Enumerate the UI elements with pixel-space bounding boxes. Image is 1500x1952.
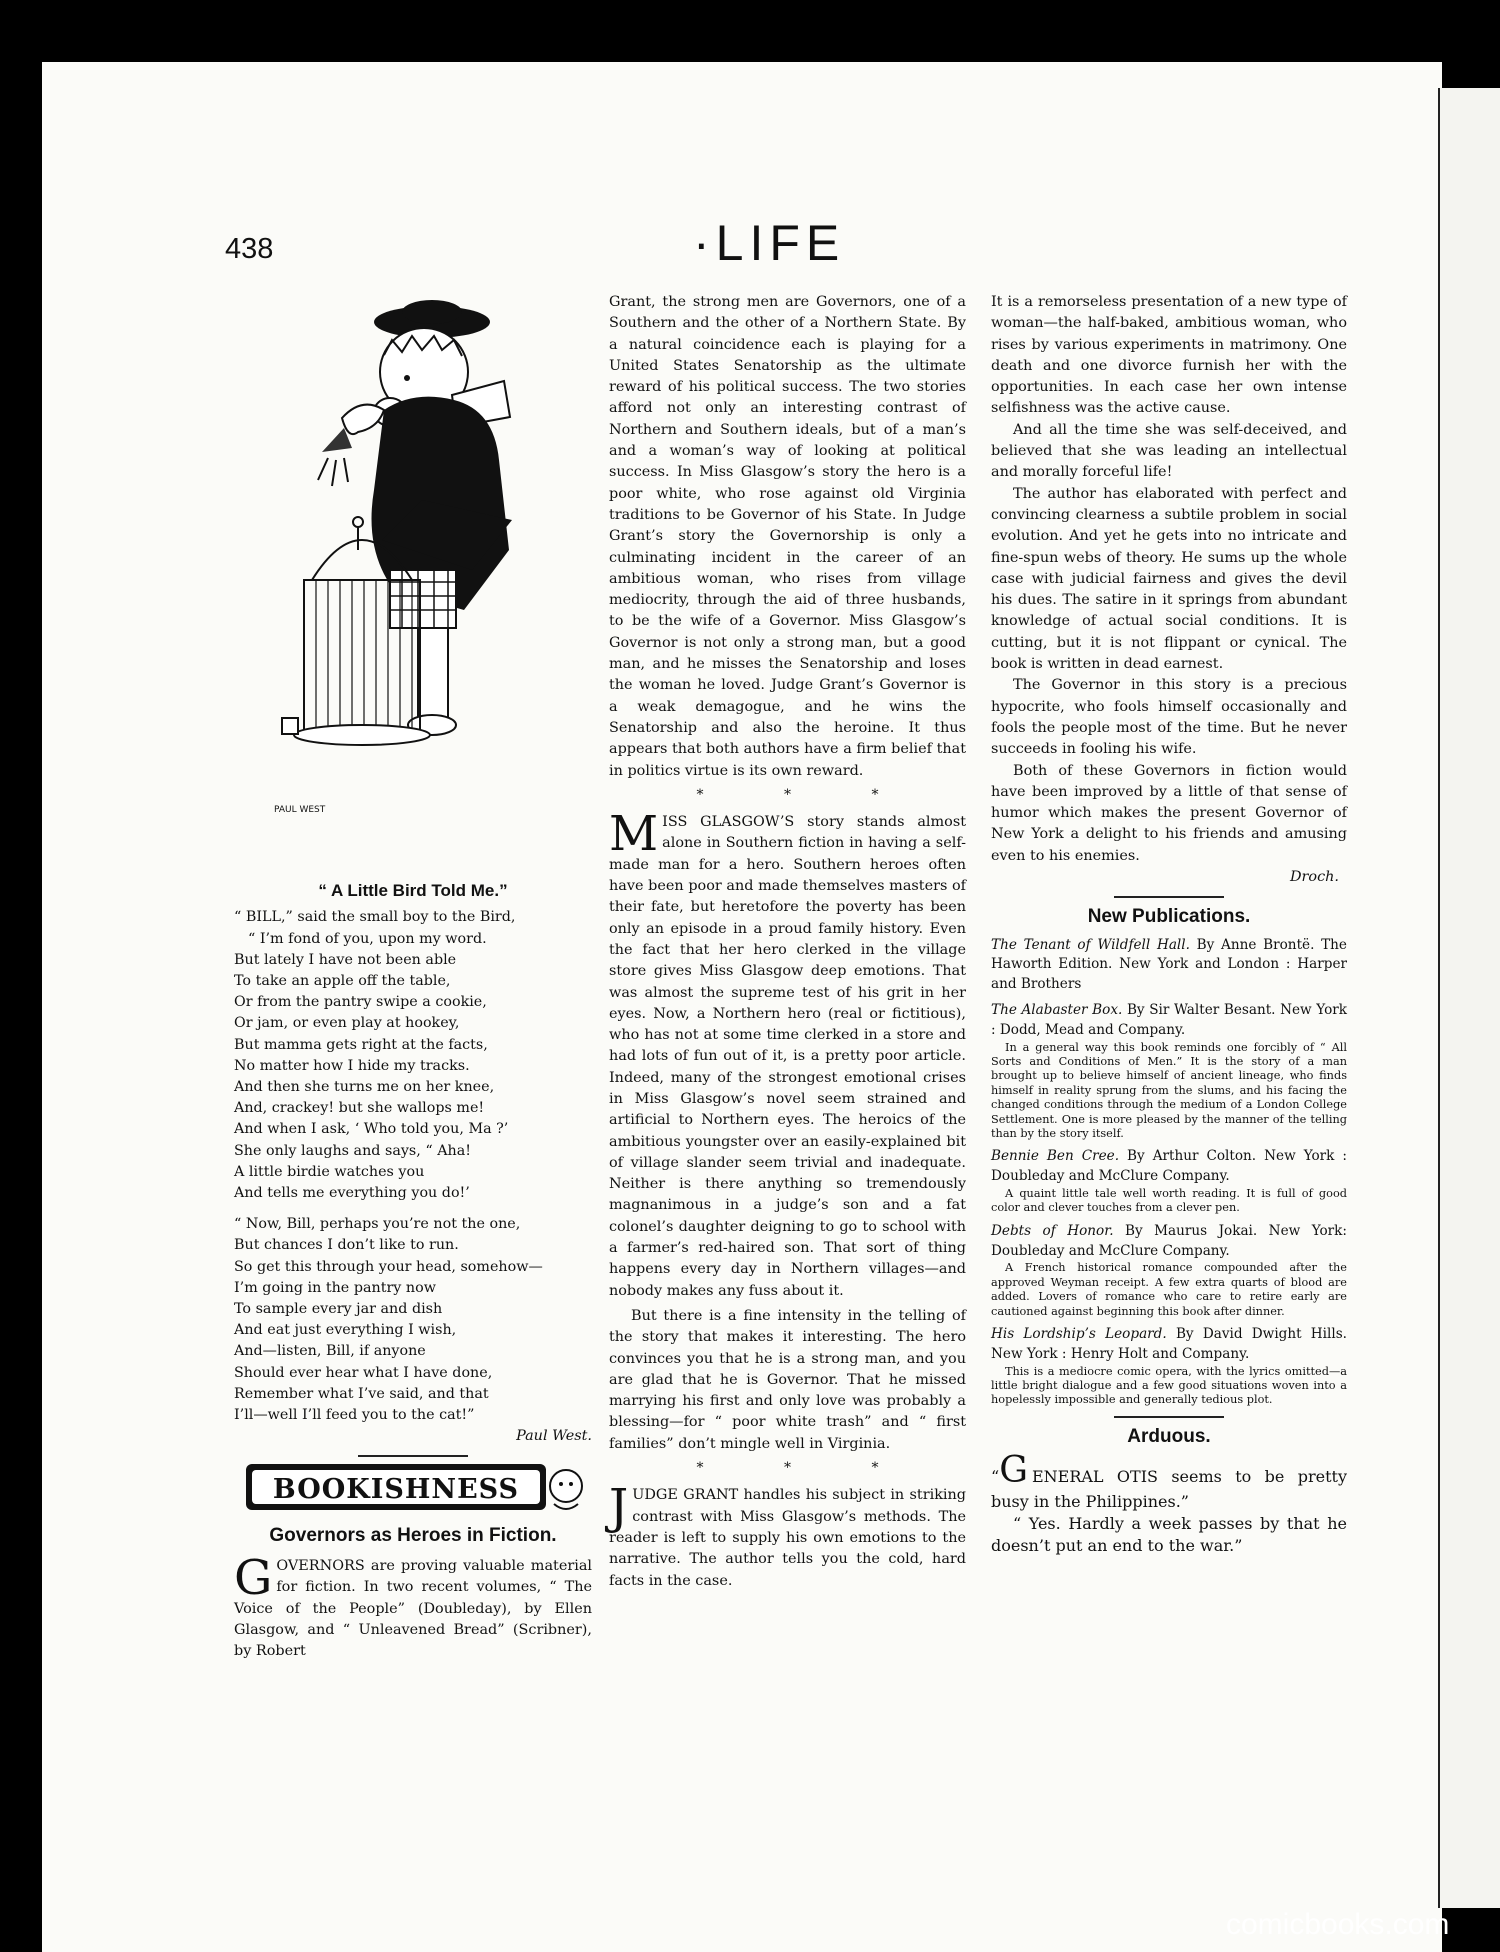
poem-line: But lately I have not been able bbox=[234, 951, 457, 968]
drop-cap: G bbox=[999, 1450, 1028, 1492]
poem-stanza-2 bbox=[234, 1214, 592, 1426]
poem-line: And, crackey! but she wallops me! bbox=[234, 1100, 485, 1117]
column-1 bbox=[234, 880, 592, 1465]
article-paragraph: Grant, the strong men are Governors, one of a Southern and the other of a Northern State. By a natural coincidence each is playing for a United States Senatorship as the ultimate reward of his political success. The two stories afford not only an interesting contrast of Northern and Southern ideals, but of a man’s and a woman’s way of looking at political success. In Miss Glasgow’s story the hero is a poor white, who rose against old Virginia traditions to be Governor of his State. In Judge Grant’s story the Governorship is only a culminating incident in the career of an ambitious woman, who rises from village mediocrity, through the aid of three husbands, to be the wife of a Governor. Miss Glasgow’s Governor is not only a strong man, but a good man, and he misses the Senatorship and loses the woman he loved. Judge Grant’s Governor is a weak demagogue, and he wins the Senatorship and also the heroine. It thus appears that both authors have a firm belief that in politics virtue is its own reward. bbox=[609, 294, 966, 779]
arduous-title: Arduous. bbox=[1127, 1425, 1211, 1447]
drop-cap: M bbox=[609, 806, 659, 863]
poem-line: “ BILL,” said the small boy to the Bird, bbox=[234, 909, 516, 926]
page-number: 438 bbox=[225, 233, 274, 265]
poem-line: I’ll—well I’ll feed you to the cat!” bbox=[234, 1406, 475, 1423]
poem-line: And then she turns me on her knee, bbox=[234, 1078, 495, 1095]
arduous-paragraph: “ Yes. Hardly a week passes by that he doesn’t put an end to the war.” bbox=[991, 1514, 1347, 1556]
article-paragraph: JUDGE GRANT handles his subject in striking contrast with Miss Glasgow’s methods. The reader is left to supply his own emotions to the narrative. The author tells you the cold, hard facts in the case. bbox=[609, 1479, 966, 1589]
divider bbox=[1114, 1416, 1224, 1418]
publication-note: A quaint little tale well worth reading. It is full of good color and clever touches from a clever pen. bbox=[991, 1187, 1347, 1215]
poem-line: And eat just everything I wish, bbox=[234, 1322, 457, 1339]
article-paragraph: It is a remorseless presentation of a new type of woman—the half-baked, ambitious woman, who rises by various experiments in matrimony. One death and one divorce furnish her with the opportunities. In each case her own intense selfishness was the active cause. bbox=[991, 294, 1347, 417]
publication-item bbox=[991, 936, 1347, 995]
poem-line: Or from the pantry swipe a cookie, bbox=[234, 994, 487, 1011]
poem-line: Remember what I’ve said, and that bbox=[234, 1385, 489, 1402]
article-paragraph: And all the time she was self-deceived, and believed that she was leading an intellectual and morally forceful life! bbox=[991, 421, 1347, 481]
publication-details: By Arthur Colton. New York : Doubleday and McClure Company. bbox=[991, 1148, 1347, 1185]
publication-title: The Alabaster Box. bbox=[991, 1002, 1123, 1018]
article-author: Droch. bbox=[1290, 869, 1339, 886]
illustration-signature: PAUL WEST bbox=[274, 805, 326, 815]
publication-details: By Maurus Jokai. New York: Doubleday and McClure Company. bbox=[991, 1222, 1347, 1259]
poem-line: She only laughs and says, “ Aha! bbox=[234, 1142, 472, 1159]
poem-line: Should ever hear what I have done, bbox=[234, 1364, 493, 1381]
boy-with-bird-illustration bbox=[272, 300, 582, 840]
column-3 bbox=[991, 292, 1347, 1557]
poem-line: A little birdie watches you bbox=[234, 1163, 425, 1180]
article-title: Governors as Heroes in Fiction. bbox=[269, 1525, 557, 1546]
divider bbox=[1114, 896, 1224, 898]
bookishness-start bbox=[234, 1524, 592, 1662]
section-stars: * * * bbox=[696, 786, 917, 803]
publication-title: Bennie Ben Cree. bbox=[991, 1148, 1120, 1165]
new-publications-title: New Publications. bbox=[1087, 906, 1251, 928]
poem-line: To take an apple off the table, bbox=[234, 972, 451, 989]
publication-note: This is a mediocre comic opera, with the lyrics omitted—a little bright dialogue and a few good situations woven into a hopelessly impossible and generally tedious plot. bbox=[991, 1364, 1347, 1407]
article-paragraph: But there is a fine intensity in the telling of the story that makes it interesting. The hero convinces you that he is a strong man, and you are glad that he is Governor. That he missed marrying his first and only love was probably a blessing—for “ poor white trash” and “ first families” don’t mingle well in Virginia. bbox=[609, 1307, 966, 1452]
poem-line: And—listen, Bill, if anyone bbox=[234, 1343, 426, 1360]
bookishness-banner bbox=[246, 1456, 594, 1520]
publication-title: Debts of Honor. bbox=[991, 1222, 1114, 1239]
publication-item bbox=[991, 1222, 1347, 1319]
publication-title: The Tenant of Wildfell Hall. bbox=[991, 936, 1190, 953]
section-stars: * * * bbox=[696, 1460, 917, 1477]
poem-line: “ I’m fond of you, upon my word. bbox=[248, 930, 487, 947]
publication-title: His Lordship’s Leopard. bbox=[991, 1326, 1167, 1343]
poem-author: Paul West. bbox=[516, 1428, 592, 1445]
bookishness-banner-text: BOOKISHNESS bbox=[272, 1474, 520, 1505]
publication-note: A French historical romance compounded after the approved Weyman receipt. A few extra quarts of blood are added. Lovers of romance who care to retire early are cautioned against beginning this book after dinner. bbox=[991, 1261, 1347, 1318]
poem-line: Or jam, or even play at hookey, bbox=[234, 1015, 460, 1032]
poem-line: No matter how I hide my tracks. bbox=[234, 1057, 470, 1074]
poem-line: But mamma gets right at the facts, bbox=[234, 1036, 488, 1053]
drop-cap: G bbox=[234, 1550, 273, 1606]
poem-line: “ Now, Bill, perhaps you’re not the one, bbox=[234, 1216, 521, 1233]
publication-item bbox=[991, 1147, 1347, 1215]
arduous-paragraph: “G ENERAL OTIS seems to be pretty busy in the Philippines.” bbox=[991, 1450, 1347, 1512]
watermark: comicbooks.com bbox=[1226, 1908, 1450, 1941]
poem-stanza-1 bbox=[234, 907, 592, 1204]
article-paragraph: The author has elaborated with perfect and convincing clearness a subtile problem in social evolution. And yet he gets into no intricate and fine-spun webs of theory. He sums up the whole case with judicial fairness and gives the devil his dues. The satire in it springs from abundant knowledge of actual social conditions. It is cutting, but it is not flippant or cynical. The book is written in dead earnest. bbox=[991, 485, 1347, 673]
publication-details: By Anne Brontë. The Haworth Edition. New York and London : Harper and Brothers bbox=[991, 936, 1347, 993]
poem-line: And tells me everything you do!’ bbox=[234, 1184, 470, 1201]
article-paragraph: MISS GLASGOW’S story stands almost alone in Southern fiction in having a self-made man for a hero. Southern heroes often have been poor and made themselves masters of their fate, but heretofore the poverty has been only an episode in a proud family history. Even the fact that her hero clerked in the village store gives Miss Glasgow deep emotions. That was almost the supreme test of his grit in her eyes. Now, a Northern hero (real or fictitious), who has not at some time clerked in a store and had lots of fun out of it, is a pretty poor article. Indeed, many of the strongest emotional crises in Miss Glasgow’s novel seem strained and artificial to Northern eyes. The heroics of the ambitious youngster over an easily-explained bit of village slander seem trivial and inadequate. Neither is there anything so tremendously magnanimous in a judge’s son and a fat colonel’s daughter deigning to go to school with a farmer’s red-haired son. That sort of thing happens every day in Northern villages—and nobody makes any fuss about it. bbox=[609, 806, 966, 1299]
poem-line: I’m going in the pantry now bbox=[234, 1279, 436, 1296]
poem-line: So get this through your head, somehow— bbox=[234, 1258, 543, 1275]
poem-line: To sample every jar and dish bbox=[234, 1300, 443, 1317]
masthead: ·LIFE bbox=[693, 215, 846, 271]
publication-details: By David Dwight Hills. New York : Henry Holt and Company. bbox=[991, 1326, 1347, 1362]
publication-note: In a general way this book reminds one forcibly of “ All Sorts and Conditions of Men.” It is the story of a man brought up to believe himself of ancient lineage, who finds himself in reality sprung from the slums, and his facing the changed conditions through the medium of a London College Settlement. One is more pleased by the manner of the telling than by the story itself. bbox=[991, 1040, 1347, 1141]
article-paragraph: GOVERNORS are proving valuable material for fiction. In two recent volumes, “ The Voice of the People” (Doubleday), by Ellen Glasgow, and “ Unleavened Bread” (Scribner), by Robert bbox=[234, 1550, 592, 1660]
publication-item bbox=[991, 1001, 1347, 1141]
poem-line: But chances I don’t like to run. bbox=[234, 1237, 459, 1254]
drop-cap: J bbox=[609, 1479, 629, 1536]
column-2 bbox=[609, 292, 966, 1592]
poem-title: “ A Little Bird Told Me.” bbox=[318, 881, 508, 900]
publication-details: By Sir Walter Besant. New York : Dodd, Mead and Company. bbox=[991, 1002, 1348, 1038]
article-paragraph: The Governor in this story is a precious hypocrite, who fools himself occasionally and fools the people most of the time. But he never succeeds in fooling his wife. bbox=[991, 677, 1347, 758]
facing-page-edge bbox=[1438, 88, 1500, 1908]
article-paragraph: Both of these Governors in fiction would have been improved by a little of that sense of humor which makes the present Governor of New York a delight to his friends and amusing even to his enemies. bbox=[991, 762, 1347, 864]
publication-item bbox=[991, 1325, 1347, 1408]
poem-line: And when I ask, ‘ Who told you, Ma ?’ bbox=[234, 1121, 509, 1138]
